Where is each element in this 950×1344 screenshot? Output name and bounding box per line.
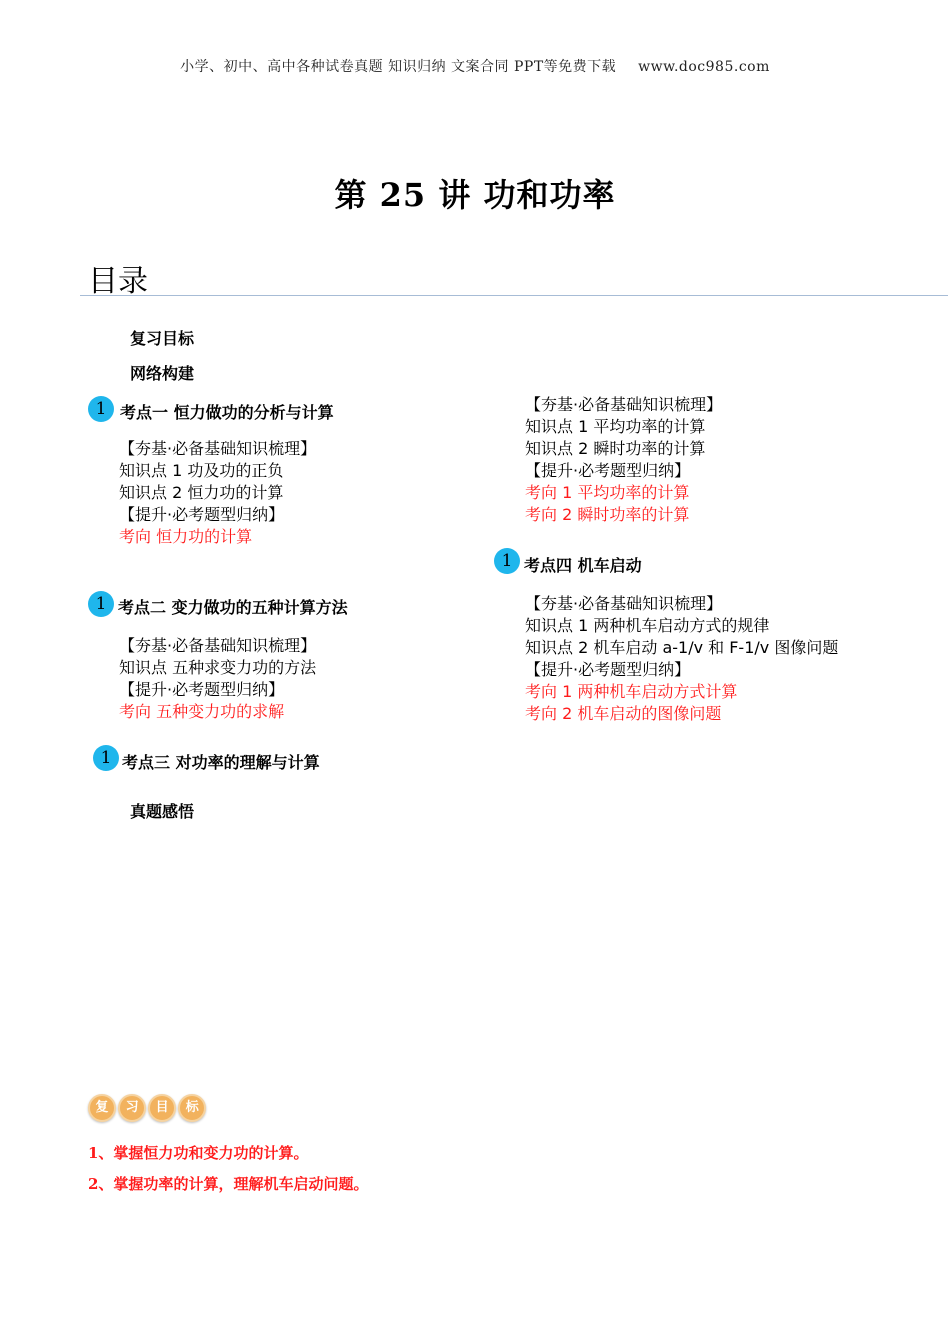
- kp1-badge-icon: 1: [88, 396, 114, 422]
- bubble-char: 复: [88, 1094, 116, 1122]
- page-header: [0, 56, 950, 76]
- kp4-badge-icon: 1: [494, 548, 520, 574]
- toc-item-red[interactable]: 考向 五种变力功的求解: [119, 702, 285, 721]
- bubble-char: 目: [148, 1094, 176, 1122]
- header-site[interactable]: www.doc985.com: [638, 59, 770, 75]
- toc-item[interactable]: 知识点 五种求变力功的方法: [119, 658, 317, 677]
- toc-kp2-title[interactable]: 考点二 变力做功的五种计算方法: [118, 598, 348, 617]
- toc-item-red[interactable]: 考向 2 瞬时功率的计算: [525, 505, 690, 524]
- toc-kp2-list: [119, 635, 316, 723]
- toc-item[interactable]: 知识点 1 两种机车启动方式的规律: [525, 616, 770, 635]
- toc-review-goal[interactable]: 复习目标: [130, 329, 195, 348]
- toc-item-red[interactable]: 考向 恒力功的计算: [119, 527, 253, 546]
- toc-heading: 目录: [88, 264, 148, 299]
- toc-item[interactable]: 知识点 2 瞬时功率的计算: [525, 439, 706, 458]
- toc-item[interactable]: 【夯基·必备基础知识梳理】: [525, 594, 723, 613]
- toc-item[interactable]: 【夯基·必备基础知识梳理】: [119, 636, 317, 655]
- kp3-badge-icon: 1: [93, 745, 119, 771]
- toc-item[interactable]: 【夯基·必备基础知识梳理】: [525, 395, 723, 414]
- toc-real-exam[interactable]: 真题感悟: [130, 802, 195, 821]
- toc-item[interactable]: 知识点 1 平均功率的计算: [525, 417, 706, 436]
- toc-divider: [80, 295, 948, 296]
- toc-item[interactable]: 【提升·必考题型归纳】: [525, 461, 691, 480]
- toc-network[interactable]: 网络构建: [130, 364, 195, 383]
- toc-item[interactable]: 知识点 1 功及功的正负: [119, 461, 284, 480]
- toc-item[interactable]: 【提升·必考题型归纳】: [525, 660, 691, 679]
- toc-item-red[interactable]: 考向 1 平均功率的计算: [525, 483, 690, 502]
- toc-item-red[interactable]: 考向 1 两种机车启动方式计算: [525, 682, 738, 701]
- toc-kp3-list: [525, 394, 722, 526]
- toc-item[interactable]: 知识点 2 机车启动 a-1/v 和 F-1/v 图像问题: [525, 638, 839, 657]
- bubble-char: 标: [178, 1094, 206, 1122]
- toc-kp4-title[interactable]: 考点四 机车启动: [524, 556, 642, 575]
- bubble-char: 习: [118, 1094, 146, 1122]
- header-text: 小学、初中、高中各种试卷真题 知识归纳 文案合同 PPT等免费下载: [180, 59, 617, 75]
- document-title: 第 25 讲 功和功率: [334, 176, 616, 214]
- toc-item-red[interactable]: 考向 2 机车启动的图像问题: [525, 704, 722, 723]
- toc-kp1-title[interactable]: 考点一 恒力做功的分析与计算: [120, 403, 334, 422]
- toc-item[interactable]: 【提升·必考题型归纳】: [119, 505, 285, 524]
- review-goal-2: 2、掌握功率的计算，理解机车启动问题。: [88, 1175, 369, 1193]
- review-goal-1: 1、掌握恒力功和变力功的计算。: [88, 1144, 309, 1162]
- kp2-badge-icon: 1: [88, 591, 114, 617]
- toc-kp4-list: [525, 593, 838, 725]
- toc-item[interactable]: 知识点 2 恒力功的计算: [119, 483, 284, 502]
- toc-item[interactable]: 【夯基·必备基础知识梳理】: [119, 439, 317, 458]
- toc-kp3-title[interactable]: 考点三 对功率的理解与计算: [122, 753, 320, 772]
- toc-kp1-list: [119, 438, 316, 548]
- review-goal-banner: [88, 1094, 203, 1124]
- toc-item[interactable]: 【提升·必考题型归纳】: [119, 680, 285, 699]
